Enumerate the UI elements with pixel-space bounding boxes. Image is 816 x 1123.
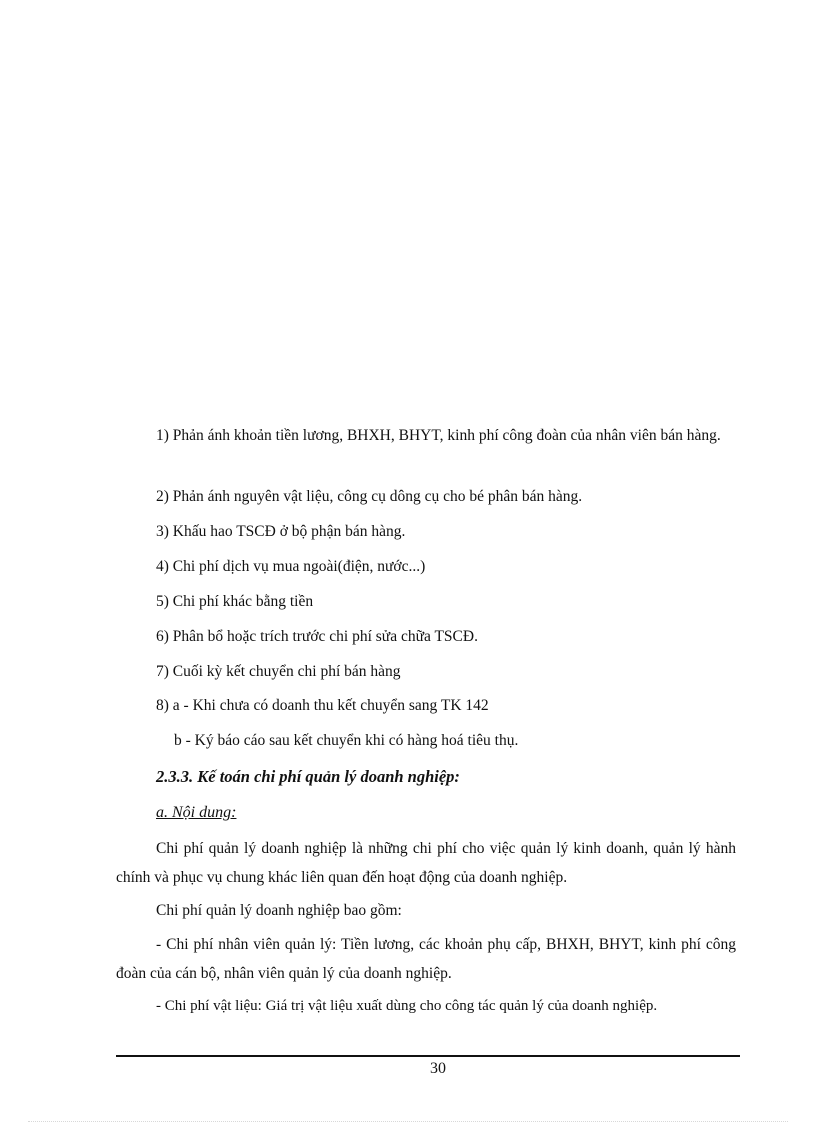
list-item: 4) Chi phí dịch vụ mua ngoài(điện, nước...): [156, 558, 426, 575]
paragraph: Chi phí quản lý doanh nghiệp bao gồm:: [156, 902, 402, 919]
list-item: 5) Chi phí khác bằng tiền: [156, 593, 314, 610]
section-heading: 2.3.3. Kế toán chi phí quản lý doanh nghiệp:: [156, 767, 460, 786]
paragraph: - Chi phí vật liệu: Giá trị vật liệu xuất dùng cho công tác quản lý của doanh nghiệp.: [156, 998, 658, 1014]
list-item: 3) Khấu hao TSCĐ ở bộ phận bán hàng.: [156, 523, 406, 540]
list-item: 2) Phản ánh nguyên vật liệu, công cụ dông cụ cho bé phân bán hàng.: [156, 488, 583, 505]
paragraph: Chi phí quản lý doanh nghiệp là những chi phí cho việc quản lý kinh doanh, quản lý hành chính và phục vụ chung khác liên quan đến hoạt động của doanh nghiệp.: [116, 840, 736, 886]
footer-divider: [116, 1055, 740, 1057]
list-item: 1) Phản ánh khoản tiền lương, BHXH, BHYT, kinh phí công đoàn của nhân viên bán hàng.: [156, 427, 721, 444]
list-item: 7) Cuối kỳ kết chuyển chi phí bán hàng: [156, 663, 401, 680]
page-number: 30: [430, 1060, 446, 1077]
list-item: b - Ký báo cáo sau kết chuyển khi có hàng hoá tiêu thụ.: [174, 732, 519, 749]
list-item: 8) a - Khi chưa có doanh thu kết chuyển sang TK 142: [156, 697, 489, 714]
page-edge-divider: [28, 1121, 788, 1122]
list-item: 6) Phân bổ hoặc trích trước chi phí sửa chữa TSCĐ.: [156, 628, 478, 645]
paragraph: - Chi phí nhân viên quản lý: Tiền lương, các khoản phụ cấp, BHXH, BHYT, kinh phí công đoàn của cán bộ, nhân viên quản lý của doanh nghiệp.: [116, 936, 736, 982]
section-subheading: a. Nội dung:: [156, 804, 237, 821]
